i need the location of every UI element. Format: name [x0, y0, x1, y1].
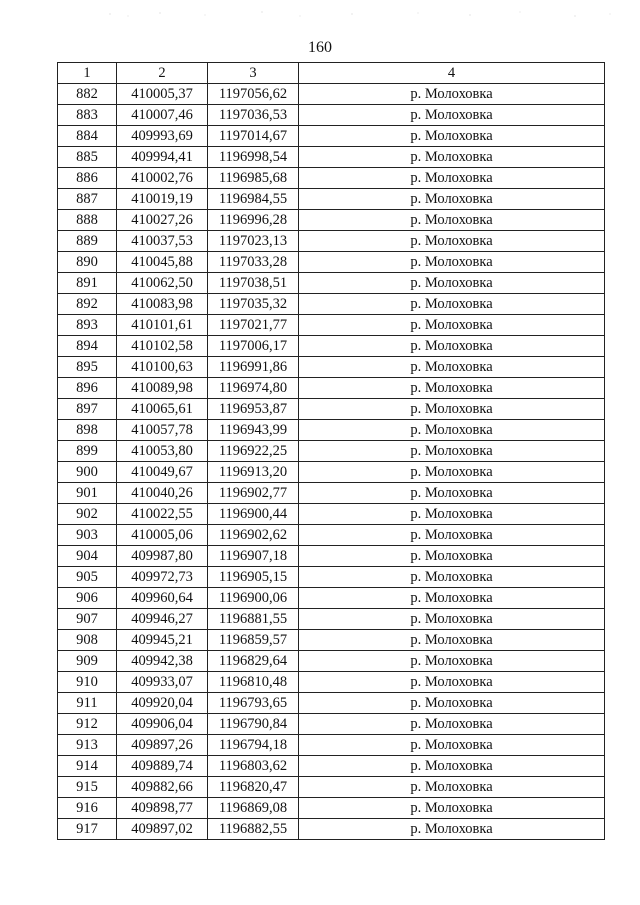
point-number-cell: 914 [58, 756, 117, 777]
table-row [58, 189, 605, 210]
x-coordinate-cell: 410040,26 [117, 483, 208, 504]
y-coordinate-cell: 1197014,67 [208, 126, 299, 147]
table-row [58, 546, 605, 567]
point-number-cell: 896 [58, 378, 117, 399]
point-number-cell: 888 [58, 210, 117, 231]
description-cell: р. Молоховка [299, 546, 605, 567]
point-number-cell: 887 [58, 189, 117, 210]
table-row [58, 105, 605, 126]
x-coordinate-cell: 409889,74 [117, 756, 208, 777]
point-number-cell: 904 [58, 546, 117, 567]
table-row [58, 504, 605, 525]
point-number-cell: 911 [58, 693, 117, 714]
y-coordinate-cell: 1196790,84 [208, 714, 299, 735]
description-cell: р. Молоховка [299, 462, 605, 483]
description-cell: р. Молоховка [299, 735, 605, 756]
table-row [58, 588, 605, 609]
description-cell: р. Молоховка [299, 756, 605, 777]
table-row [58, 672, 605, 693]
x-coordinate-cell: 410027,26 [117, 210, 208, 231]
point-number-cell: 912 [58, 714, 117, 735]
y-coordinate-cell: 1196922,25 [208, 441, 299, 462]
table-row [58, 399, 605, 420]
point-number-cell: 903 [58, 525, 117, 546]
point-number-cell: 909 [58, 651, 117, 672]
x-coordinate-cell: 410102,58 [117, 336, 208, 357]
description-cell: р. Молоховка [299, 819, 605, 840]
table-row [58, 126, 605, 147]
x-coordinate-cell: 409942,38 [117, 651, 208, 672]
description-cell: р. Молоховка [299, 210, 605, 231]
y-coordinate-cell: 1196902,77 [208, 483, 299, 504]
point-number-cell: 902 [58, 504, 117, 525]
x-coordinate-cell: 410049,67 [117, 462, 208, 483]
description-cell: р. Молоховка [299, 672, 605, 693]
point-number-cell: 895 [58, 357, 117, 378]
table-row [58, 483, 605, 504]
y-coordinate-cell: 1197038,51 [208, 273, 299, 294]
table-row [58, 525, 605, 546]
y-coordinate-cell: 1196869,08 [208, 798, 299, 819]
y-coordinate-cell: 1196985,68 [208, 168, 299, 189]
description-cell: р. Молоховка [299, 147, 605, 168]
x-coordinate-cell: 409897,02 [117, 819, 208, 840]
description-cell: р. Молоховка [299, 798, 605, 819]
description-cell: р. Молоховка [299, 252, 605, 273]
table-row [58, 168, 605, 189]
y-coordinate-cell: 1196998,54 [208, 147, 299, 168]
description-cell: р. Молоховка [299, 420, 605, 441]
y-coordinate-cell: 1196913,20 [208, 462, 299, 483]
y-coordinate-cell: 1196953,87 [208, 399, 299, 420]
x-coordinate-cell: 409933,07 [117, 672, 208, 693]
column-header-1: 1 [58, 63, 117, 84]
table-row [58, 441, 605, 462]
y-coordinate-cell: 1196793,65 [208, 693, 299, 714]
y-coordinate-cell: 1196794,18 [208, 735, 299, 756]
description-cell: р. Молоховка [299, 336, 605, 357]
y-coordinate-cell: 1197023,13 [208, 231, 299, 252]
table-row [58, 735, 605, 756]
description-cell: р. Молоховка [299, 231, 605, 252]
description-cell: р. Молоховка [299, 126, 605, 147]
coordinates-table [57, 62, 605, 840]
table-row [58, 315, 605, 336]
description-cell: р. Молоховка [299, 567, 605, 588]
x-coordinate-cell: 410002,76 [117, 168, 208, 189]
y-coordinate-cell: 1196820,47 [208, 777, 299, 798]
description-cell: р. Молоховка [299, 378, 605, 399]
table-row [58, 357, 605, 378]
column-header-3: 3 [208, 63, 299, 84]
x-coordinate-cell: 410057,78 [117, 420, 208, 441]
x-coordinate-cell: 410022,55 [117, 504, 208, 525]
page-number: 160 [308, 39, 332, 56]
table-body [58, 84, 605, 840]
x-coordinate-cell: 410005,37 [117, 84, 208, 105]
x-coordinate-cell: 410019,19 [117, 189, 208, 210]
x-coordinate-cell: 410065,61 [117, 399, 208, 420]
point-number-cell: 913 [58, 735, 117, 756]
y-coordinate-cell: 1196900,06 [208, 588, 299, 609]
scan-noise-decoration [0, 6, 640, 36]
point-number-cell: 916 [58, 798, 117, 819]
y-coordinate-cell: 1196907,18 [208, 546, 299, 567]
point-number-cell: 890 [58, 252, 117, 273]
point-number-cell: 891 [58, 273, 117, 294]
description-cell: р. Молоховка [299, 357, 605, 378]
table-row [58, 819, 605, 840]
table-row [58, 210, 605, 231]
point-number-cell: 900 [58, 462, 117, 483]
point-number-cell: 889 [58, 231, 117, 252]
table-row [58, 420, 605, 441]
table-row [58, 84, 605, 105]
table-row [58, 609, 605, 630]
y-coordinate-cell: 1197033,28 [208, 252, 299, 273]
table-row [58, 756, 605, 777]
point-number-cell: 886 [58, 168, 117, 189]
point-number-cell: 901 [58, 483, 117, 504]
point-number-cell: 905 [58, 567, 117, 588]
x-coordinate-cell: 409920,04 [117, 693, 208, 714]
x-coordinate-cell: 409945,21 [117, 630, 208, 651]
point-number-cell: 915 [58, 777, 117, 798]
table-row [58, 462, 605, 483]
description-cell: р. Молоховка [299, 693, 605, 714]
table-row [58, 714, 605, 735]
description-cell: р. Молоховка [299, 525, 605, 546]
y-coordinate-cell: 1196984,55 [208, 189, 299, 210]
y-coordinate-cell: 1197036,53 [208, 105, 299, 126]
table-row [58, 336, 605, 357]
table-row [58, 777, 605, 798]
x-coordinate-cell: 409972,73 [117, 567, 208, 588]
point-number-cell: 882 [58, 84, 117, 105]
description-cell: р. Молоховка [299, 168, 605, 189]
point-number-cell: 884 [58, 126, 117, 147]
x-coordinate-cell: 410007,46 [117, 105, 208, 126]
y-coordinate-cell: 1197021,77 [208, 315, 299, 336]
point-number-cell: 885 [58, 147, 117, 168]
y-coordinate-cell: 1196803,62 [208, 756, 299, 777]
y-coordinate-cell: 1196859,57 [208, 630, 299, 651]
x-coordinate-cell: 410062,50 [117, 273, 208, 294]
x-coordinate-cell: 409946,27 [117, 609, 208, 630]
table-row [58, 378, 605, 399]
table-row [58, 273, 605, 294]
y-coordinate-cell: 1197056,62 [208, 84, 299, 105]
description-cell: р. Молоховка [299, 105, 605, 126]
description-cell: р. Молоховка [299, 483, 605, 504]
x-coordinate-cell: 409993,69 [117, 126, 208, 147]
x-coordinate-cell: 409898,77 [117, 798, 208, 819]
table-row [58, 693, 605, 714]
point-number-cell: 883 [58, 105, 117, 126]
y-coordinate-cell: 1196991,86 [208, 357, 299, 378]
y-coordinate-cell: 1196829,64 [208, 651, 299, 672]
x-coordinate-cell: 410101,61 [117, 315, 208, 336]
y-coordinate-cell: 1196943,99 [208, 420, 299, 441]
point-number-cell: 893 [58, 315, 117, 336]
description-cell: р. Молоховка [299, 84, 605, 105]
description-cell: р. Молоховка [299, 630, 605, 651]
y-coordinate-cell: 1196882,55 [208, 819, 299, 840]
table-row [58, 567, 605, 588]
point-number-cell: 892 [58, 294, 117, 315]
column-header-2: 2 [117, 63, 208, 84]
table-row [58, 798, 605, 819]
y-coordinate-cell: 1196881,55 [208, 609, 299, 630]
description-cell: р. Молоховка [299, 294, 605, 315]
y-coordinate-cell: 1196810,48 [208, 672, 299, 693]
description-cell: р. Молоховка [299, 399, 605, 420]
description-cell: р. Молоховка [299, 189, 605, 210]
point-number-cell: 917 [58, 819, 117, 840]
table-row [58, 651, 605, 672]
table-row [58, 630, 605, 651]
point-number-cell: 907 [58, 609, 117, 630]
table-header-row [58, 63, 605, 84]
y-coordinate-cell: 1196996,28 [208, 210, 299, 231]
point-number-cell: 898 [58, 420, 117, 441]
x-coordinate-cell: 410045,88 [117, 252, 208, 273]
x-coordinate-cell: 409960,64 [117, 588, 208, 609]
x-coordinate-cell: 409897,26 [117, 735, 208, 756]
description-cell: р. Молоховка [299, 273, 605, 294]
table-row [58, 294, 605, 315]
x-coordinate-cell: 410089,98 [117, 378, 208, 399]
point-number-cell: 906 [58, 588, 117, 609]
column-header-4: 4 [299, 63, 605, 84]
x-coordinate-cell: 409882,66 [117, 777, 208, 798]
x-coordinate-cell: 409987,80 [117, 546, 208, 567]
description-cell: р. Молоховка [299, 777, 605, 798]
x-coordinate-cell: 410053,80 [117, 441, 208, 462]
point-number-cell: 899 [58, 441, 117, 462]
description-cell: р. Молоховка [299, 651, 605, 672]
x-coordinate-cell: 410037,53 [117, 231, 208, 252]
x-coordinate-cell: 409906,04 [117, 714, 208, 735]
description-cell: р. Молоховка [299, 588, 605, 609]
point-number-cell: 894 [58, 336, 117, 357]
y-coordinate-cell: 1197006,17 [208, 336, 299, 357]
point-number-cell: 897 [58, 399, 117, 420]
x-coordinate-cell: 409994,41 [117, 147, 208, 168]
y-coordinate-cell: 1196905,15 [208, 567, 299, 588]
point-number-cell: 908 [58, 630, 117, 651]
table-row [58, 147, 605, 168]
description-cell: р. Молоховка [299, 315, 605, 336]
point-number-cell: 910 [58, 672, 117, 693]
x-coordinate-cell: 410100,63 [117, 357, 208, 378]
x-coordinate-cell: 410005,06 [117, 525, 208, 546]
description-cell: р. Молоховка [299, 609, 605, 630]
description-cell: р. Молоховка [299, 441, 605, 462]
y-coordinate-cell: 1196900,44 [208, 504, 299, 525]
y-coordinate-cell: 1196902,62 [208, 525, 299, 546]
x-coordinate-cell: 410083,98 [117, 294, 208, 315]
description-cell: р. Молоховка [299, 714, 605, 735]
table-row [58, 252, 605, 273]
description-cell: р. Молоховка [299, 504, 605, 525]
table-row [58, 231, 605, 252]
y-coordinate-cell: 1197035,32 [208, 294, 299, 315]
y-coordinate-cell: 1196974,80 [208, 378, 299, 399]
